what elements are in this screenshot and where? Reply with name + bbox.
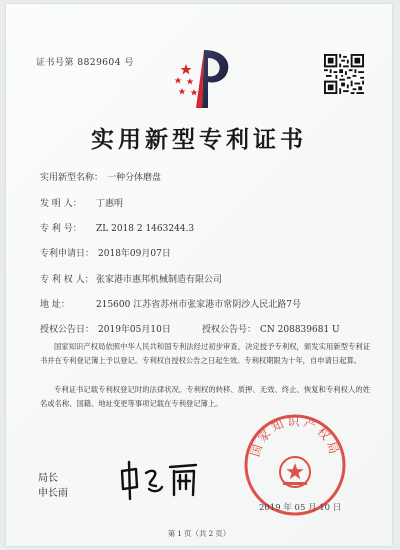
cert-no-suffix: 号 xyxy=(124,58,134,68)
patent-number-value: ZL 2018 2 1463244.3 xyxy=(96,224,195,234)
announcement-number-row xyxy=(202,322,340,335)
signatory-title: 局长 xyxy=(38,473,58,484)
certificate-number xyxy=(36,55,134,68)
certificate-page xyxy=(6,4,392,546)
announcement-number-value: CN 208839681 U xyxy=(260,325,340,335)
grant-statement: 国家知识产权局依照中华人民共和国专利法经过初步审查，决定授予专利权，颁发实用新型专利证书并在专利登记簿上予以登记。专利权自授权公告之日起生效。专利权期限为十年，自申请日起算。 xyxy=(40,342,370,365)
cert-no-value: 8829604 xyxy=(77,58,121,68)
inventor-value: 丁惠明 xyxy=(96,199,124,209)
footer-page: 1 xyxy=(177,529,182,538)
filing-date-label: 专利申请日： xyxy=(40,249,95,259)
address-value: 215600 江苏省苏州市张家港市常阴沙人民北路7号 xyxy=(96,300,301,310)
seal-date: 2019 年 05 月 10 日 xyxy=(259,503,342,513)
footer-prefix: 第 xyxy=(167,529,176,538)
grant-date-label: 授权公告日： xyxy=(40,325,95,335)
patent-number-row xyxy=(40,221,194,234)
page-footer xyxy=(6,528,392,539)
filing-date-value: 2018年09月07日 xyxy=(98,249,171,259)
inventor-row xyxy=(40,196,123,209)
address-label: 地 址： xyxy=(40,300,70,310)
utility-name-row xyxy=(40,170,161,183)
patentee-value: 张家港市惠邦机械制造有限公司 xyxy=(96,275,223,285)
grant-date-value: 2019年05月10日 xyxy=(98,325,171,335)
grant-date-row xyxy=(40,322,171,335)
filing-date-row xyxy=(40,246,171,259)
cert-no-label: 证书号第 xyxy=(36,58,75,68)
announcement-number-label: 授权公告号： xyxy=(202,325,257,335)
patent-office-logo xyxy=(168,44,242,114)
handwritten-signature xyxy=(116,459,206,501)
footer-suffix: 页） xyxy=(215,529,231,538)
patentee-row xyxy=(40,272,222,285)
patentee-label: 专 利 权 人： xyxy=(40,275,94,285)
legal-status-note: 专利证书记载专利权登记时的法律状况。专利权的转移、质押、无效、终止、恢复和专利权人的姓名或名称、国籍、地址变更等事项记载在专利登记簿上。 xyxy=(40,385,370,408)
svg-text:国家知识产权局 xyxy=(248,415,342,459)
footer-total: 2 xyxy=(208,529,214,538)
address-row xyxy=(40,297,301,310)
utility-name-label: 实用新型名称： xyxy=(40,173,104,183)
footer-middle: 页（共 xyxy=(184,529,207,538)
certificate-title: 实用新型专利证书 xyxy=(91,126,307,153)
seal-text: 国家知识产权局 xyxy=(247,414,343,459)
inventor-label: 发 明 人： xyxy=(40,199,82,209)
patent-number-label: 专 利 号： xyxy=(40,224,82,234)
utility-name-value: 一种分体磨盘 xyxy=(107,173,162,183)
signatory-name: 申长雨 xyxy=(38,488,68,499)
qr-code xyxy=(324,54,364,94)
